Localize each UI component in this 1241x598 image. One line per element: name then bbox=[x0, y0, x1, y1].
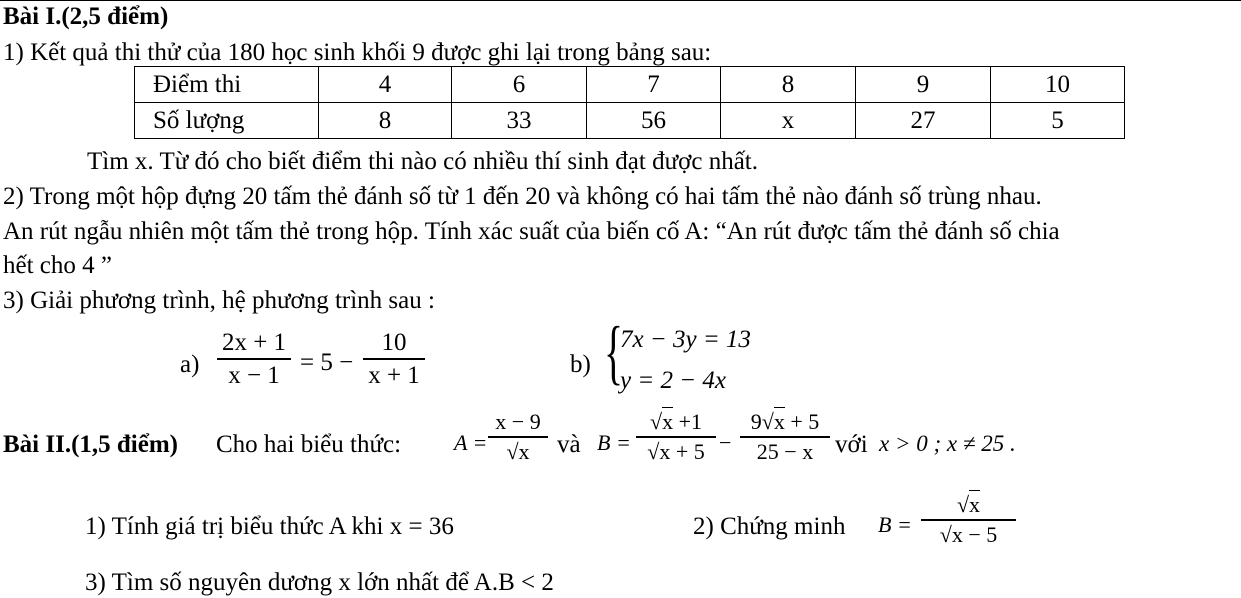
part1-title: Bài I.(2,5 điểm) bbox=[3, 3, 169, 30]
table-cell: 10 bbox=[991, 67, 1125, 103]
eq-a-lhs-num: 2x + 1 bbox=[221, 329, 287, 356]
cond-word: với bbox=[835, 431, 868, 458]
eq-a-lhs-den: x − 1 bbox=[228, 361, 280, 389]
table-cell: 7 bbox=[587, 67, 721, 103]
table-cell: 4 bbox=[319, 67, 452, 103]
part2-q2-num: √x bbox=[956, 492, 981, 517]
eq-a-middle: = 5 − bbox=[300, 349, 354, 376]
part2-intro: Cho hai biểu thức: bbox=[216, 431, 402, 458]
table-row-head: Điểm thi bbox=[135, 67, 319, 103]
part2-q2-fraction bbox=[921, 494, 1016, 546]
table-cell: 8 bbox=[319, 103, 452, 139]
eq-a-rhs-den: x + 1 bbox=[368, 361, 420, 389]
table-cell: 5 bbox=[991, 103, 1125, 139]
table-cell: 6 bbox=[452, 67, 587, 103]
expr-b1-num-rad: x bbox=[662, 409, 674, 434]
part2-q2-text: 2) Chứng minh bbox=[693, 513, 846, 540]
part2-q2-den-rad: x bbox=[951, 521, 963, 547]
table-row bbox=[135, 67, 1125, 103]
eq-a-label: a) bbox=[180, 351, 200, 378]
eq-a-rhs-num: 10 bbox=[381, 329, 407, 356]
system-brace: { bbox=[604, 312, 624, 392]
part2-q3: 3) Tìm số nguyên dương x lớn nhất để A.B < 2 bbox=[85, 569, 554, 596]
expr-b1-den-rad: x bbox=[659, 438, 671, 464]
eq-a-lhs-fraction bbox=[217, 330, 291, 388]
table-cell: x bbox=[721, 103, 856, 139]
expr-b2-num-tail: + 5 bbox=[784, 409, 820, 434]
table-cell: 56 bbox=[587, 103, 721, 139]
expr-b1-num: √x +1 bbox=[650, 409, 702, 434]
part2-q2-den-tail: − 5 bbox=[962, 521, 998, 547]
eq-b-label: b) bbox=[570, 351, 591, 378]
part1-q1-intro: 1) Kết quả thi thử của 180 học sinh khối 9 được ghi lại trong bảng sau: bbox=[3, 39, 712, 66]
expr-b1-num-tail: +1 bbox=[673, 409, 702, 434]
expr-b2-num-head: 9 bbox=[750, 409, 762, 434]
expr-b-frac2 bbox=[740, 411, 830, 463]
expr-b-minus: − bbox=[719, 430, 732, 455]
part1-q2-line1: 2) Trong một hộp đựng 20 tấm thẻ đánh số từ 1 đến 20 và không có hai tấm thẻ nào đánh số trùng nhau. bbox=[3, 183, 1042, 210]
expr-a-den: x bbox=[518, 438, 530, 464]
eq-a-rhs-fraction bbox=[363, 330, 425, 388]
expr-b2-num: 9√x + 5 bbox=[750, 409, 820, 434]
table-row-head: Số lượng bbox=[135, 103, 319, 139]
part1-q2-line2: An rút ngẫu nhiên một tấm thẻ trong hộp. Tính xác suất của biến cố A: “An rút được tấm thẻ đánh số chia bbox=[3, 218, 1060, 245]
eq-b-line1: 7x − 3y = 13 bbox=[620, 326, 751, 353]
top-rule bbox=[0, 0, 1241, 1]
part1-q1-task: Tìm x. Từ đó cho biết điểm thi nào có nhiều thí sinh đạt được nhất. bbox=[87, 148, 758, 175]
scores-table bbox=[134, 66, 1125, 139]
expr-b-frac1 bbox=[636, 411, 716, 463]
expr-b-lhs: B = bbox=[597, 430, 631, 455]
part2-q2-lhs: B = bbox=[878, 512, 912, 537]
expr-a-den-wrap: √x bbox=[506, 438, 530, 464]
part1-q3-intro: 3) Giải phương trình, hệ phương trình sau : bbox=[3, 287, 435, 314]
and-word: và bbox=[557, 431, 581, 458]
expr-b2-den: 25 − x bbox=[756, 438, 814, 464]
expr-a-fraction bbox=[488, 411, 548, 463]
table-cell: 8 bbox=[721, 67, 856, 103]
part2-q2-den: √x − 5 bbox=[939, 521, 998, 547]
part2-q2-num-rad: x bbox=[969, 492, 981, 517]
expr-b1-den-tail: + 5 bbox=[670, 438, 705, 464]
expr-a-num: x − 9 bbox=[495, 409, 541, 434]
cond-expr: x > 0 ; x ≠ 25 . bbox=[879, 431, 1016, 456]
table-cell: 27 bbox=[856, 103, 991, 139]
part2-title: Bài II.(1,5 điểm) bbox=[3, 431, 178, 458]
part1-q2-line3: hết cho 4 ” bbox=[3, 252, 112, 279]
table-cell: 33 bbox=[452, 103, 587, 139]
expr-a-lhs: A = bbox=[454, 430, 488, 455]
expr-b1-den: √x + 5 bbox=[647, 438, 705, 464]
eq-b-line2: y = 2 − 4x bbox=[620, 367, 726, 394]
table-row bbox=[135, 103, 1125, 139]
part2-q1: 1) Tính giá trị biểu thức A khi x = 36 bbox=[85, 513, 454, 540]
expr-b2-num-rad: x bbox=[773, 409, 785, 434]
table-cell: 9 bbox=[856, 67, 991, 103]
